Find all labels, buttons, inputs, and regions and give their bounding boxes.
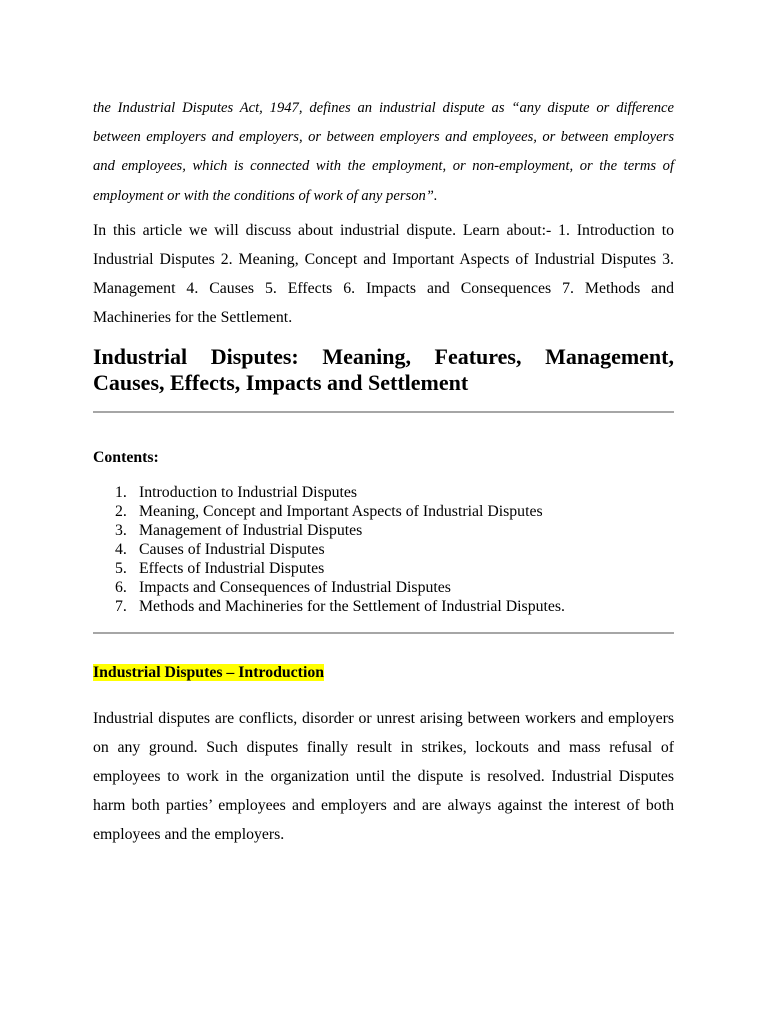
main-heading-line-1: Industrial Disputes: Meaning, Features, Management, — [93, 343, 674, 369]
main-heading — [93, 344, 674, 396]
contents-item — [93, 597, 674, 616]
section-heading — [93, 663, 674, 683]
contents-item-number: 6. — [115, 578, 127, 596]
divider — [93, 411, 674, 413]
intro-quote: the Industrial Disputes Act, 1947, defines an industrial dispute as “any dispute or difference between employers and employers, or between employers and employees, or between employers and employees, which is connected with the employment, or non-employment, or the terms of employment or with the conditions of work of any person”. — [93, 100, 674, 204]
divider — [93, 632, 674, 634]
contents-item-text: Impacts and Consequences of Industrial Disputes — [139, 578, 451, 596]
contents-item-number: 3. — [115, 521, 127, 539]
section-heading-highlight: Industrial Disputes – Introduction — [93, 663, 325, 681]
document-page — [93, 94, 674, 850]
section-body: Industrial disputes are conflicts, disorder or unrest arising between workers and employers on any ground. Such disputes finally result in strikes, lockouts and mass refusal of employees to work in the organization until the dispute is resolved. Industrial Disputes harm both parties’ employees and employers and are always against the interest of both employees and the employers. — [93, 709, 674, 844]
contents-item-text: Effects of Industrial Disputes — [139, 559, 325, 577]
contents-item — [93, 559, 674, 578]
contents-item-text: Management of Industrial Disputes — [139, 521, 363, 539]
contents-item — [93, 483, 674, 502]
contents-item — [93, 540, 674, 559]
contents-item-text: Introduction to Industrial Disputes — [139, 483, 358, 501]
contents-item-text: Methods and Machineries for the Settlement of Industrial Disputes. — [139, 597, 565, 615]
contents-item — [93, 502, 674, 521]
contents-item-number: 5. — [115, 559, 127, 577]
article-summary: In this article we will discuss about industrial dispute. Learn about:- 1. Introduction to Industrial Disputes 2. Meaning, Concept and Important Aspects of Industrial Disputes 3. Management 4. Causes 5. Effects 6. Impacts and Consequences 7. Methods and Machineries for the Settlement. — [93, 221, 674, 327]
contents-item-text: Causes of Industrial Disputes — [139, 540, 325, 558]
contents-item-number: 2. — [115, 502, 127, 520]
contents-item-number: 7. — [115, 597, 127, 615]
contents-item — [93, 578, 674, 597]
contents-list — [93, 483, 674, 616]
contents-item-text: Meaning, Concept and Important Aspects of Industrial Disputes — [139, 502, 543, 520]
main-heading-line-2: Causes, Effects, Impacts and Settlement — [93, 369, 469, 395]
contents-item-number: 4. — [115, 540, 127, 558]
contents-item-number: 1. — [115, 483, 127, 501]
contents-label: Contents: — [93, 448, 159, 466]
contents-item — [93, 521, 674, 540]
